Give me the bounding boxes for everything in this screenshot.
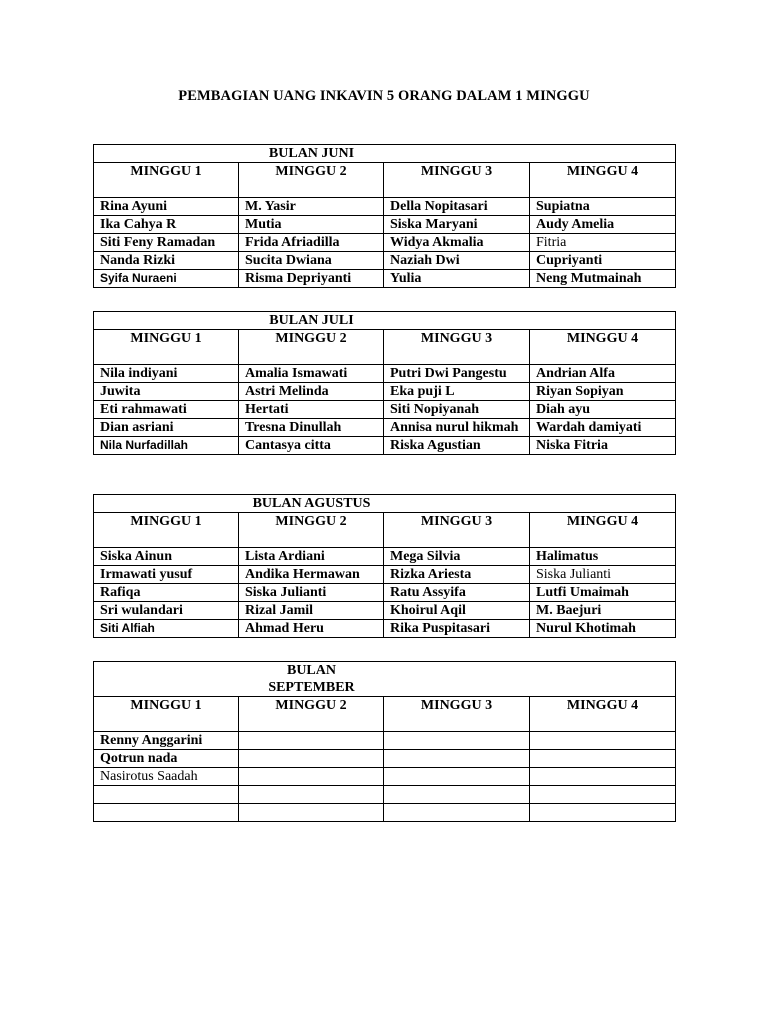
name-cell: Eka puji L bbox=[384, 383, 530, 401]
table-row bbox=[94, 437, 676, 455]
name-cell: Ahmad Heru bbox=[239, 620, 384, 638]
table-row bbox=[94, 584, 676, 602]
week-header: MINGGU 3 bbox=[384, 163, 530, 198]
table-row bbox=[94, 252, 676, 270]
week-header: MINGGU 3 bbox=[384, 697, 530, 732]
name-cell: Putri Dwi Pangestu bbox=[384, 365, 530, 383]
week-header: MINGGU 4 bbox=[530, 513, 676, 548]
name-cell: Khoirul Aqil bbox=[384, 602, 530, 620]
table-row bbox=[94, 383, 676, 401]
name-cell: Ratu Assyifa bbox=[384, 584, 530, 602]
name-cell: Mega Silvia bbox=[384, 548, 530, 566]
name-cell bbox=[530, 804, 676, 822]
name-cell bbox=[384, 732, 530, 750]
week-header-row bbox=[94, 513, 676, 548]
month-table-september bbox=[93, 661, 676, 822]
table-row bbox=[94, 750, 676, 768]
month-label: BULAN SEPTEMBER bbox=[268, 663, 355, 695]
month-table-agustus bbox=[93, 494, 676, 638]
month-table-juli bbox=[93, 311, 676, 455]
week-header: MINGGU 1 bbox=[94, 513, 239, 548]
week-header: MINGGU 3 bbox=[384, 330, 530, 365]
table-row bbox=[94, 234, 676, 252]
name-cell bbox=[239, 768, 384, 786]
name-cell bbox=[384, 786, 530, 804]
month-table-juni bbox=[93, 144, 676, 288]
name-cell: Risma Depriyanti bbox=[239, 270, 384, 288]
name-cell: Nila Nurfadillah bbox=[94, 437, 239, 455]
table-row bbox=[94, 566, 676, 584]
name-cell: Niska Fitria bbox=[530, 437, 676, 455]
name-cell: Halimatus bbox=[530, 548, 676, 566]
name-cell: Irmawati yusuf bbox=[94, 566, 239, 584]
name-cell bbox=[384, 768, 530, 786]
month-label: BULAN AGUSTUS bbox=[252, 496, 371, 511]
week-header-row bbox=[94, 330, 676, 365]
name-cell: Rina Ayuni bbox=[94, 198, 239, 216]
name-cell bbox=[530, 750, 676, 768]
name-cell bbox=[530, 786, 676, 804]
week-header: MINGGU 2 bbox=[239, 697, 384, 732]
name-cell bbox=[239, 786, 384, 804]
name-cell: Fitria bbox=[530, 234, 676, 252]
name-cell: Siska Julianti bbox=[239, 584, 384, 602]
name-cell: Lista Ardiani bbox=[239, 548, 384, 566]
table-row bbox=[94, 786, 676, 804]
name-cell: Wardah damiyati bbox=[530, 419, 676, 437]
name-cell: Renny Anggarini bbox=[94, 732, 239, 750]
month-header-row bbox=[94, 495, 676, 513]
week-header-row bbox=[94, 163, 676, 198]
name-cell: Syifa Nuraeni bbox=[94, 270, 239, 288]
name-cell bbox=[530, 768, 676, 786]
name-cell: Dian asriani bbox=[94, 419, 239, 437]
name-cell: Neng Mutmainah bbox=[530, 270, 676, 288]
month-header-cell bbox=[94, 662, 676, 697]
name-cell bbox=[239, 732, 384, 750]
name-cell: Hertati bbox=[239, 401, 384, 419]
name-cell: Supiatna bbox=[530, 198, 676, 216]
month-label: BULAN JUNI bbox=[268, 146, 355, 161]
name-cell: Yulia bbox=[384, 270, 530, 288]
week-header: MINGGU 1 bbox=[94, 697, 239, 732]
table-row bbox=[94, 768, 676, 786]
name-cell: Audy Amelia bbox=[530, 216, 676, 234]
table-row bbox=[94, 419, 676, 437]
name-cell: Eti rahmawati bbox=[94, 401, 239, 419]
name-cell: Nurul Khotimah bbox=[530, 620, 676, 638]
month-header-cell bbox=[94, 495, 676, 513]
name-cell: Rizka Ariesta bbox=[384, 566, 530, 584]
table-row bbox=[94, 602, 676, 620]
name-cell: Andrian Alfa bbox=[530, 365, 676, 383]
table-row bbox=[94, 548, 676, 566]
name-cell: Siska Ainun bbox=[94, 548, 239, 566]
name-cell: Tresna Dinullah bbox=[239, 419, 384, 437]
name-cell: Ika Cahya R bbox=[94, 216, 239, 234]
name-cell: Andika Hermawan bbox=[239, 566, 384, 584]
name-cell: Siska Julianti bbox=[530, 566, 676, 584]
week-header: MINGGU 2 bbox=[239, 513, 384, 548]
name-cell: Nila indiyani bbox=[94, 365, 239, 383]
table-row bbox=[94, 620, 676, 638]
name-cell: Siti Feny Ramadan bbox=[94, 234, 239, 252]
week-header-row bbox=[94, 697, 676, 732]
name-cell bbox=[530, 732, 676, 750]
name-cell bbox=[384, 804, 530, 822]
week-header: MINGGU 3 bbox=[384, 513, 530, 548]
name-cell bbox=[239, 750, 384, 768]
name-cell: Rizal Jamil bbox=[239, 602, 384, 620]
name-cell: Lutfi Umaimah bbox=[530, 584, 676, 602]
document-title: PEMBAGIAN UANG INKAVIN 5 ORANG DALAM 1 MINGGU bbox=[178, 88, 590, 104]
name-cell: Naziah Dwi bbox=[384, 252, 530, 270]
month-header-row bbox=[94, 145, 676, 163]
month-label: BULAN JULI bbox=[269, 313, 354, 328]
week-header: MINGGU 2 bbox=[239, 163, 384, 198]
table-row bbox=[94, 401, 676, 419]
name-cell: Astri Melinda bbox=[239, 383, 384, 401]
name-cell: Rika Puspitasari bbox=[384, 620, 530, 638]
table-row bbox=[94, 365, 676, 383]
name-cell: Riska Agustian bbox=[384, 437, 530, 455]
week-header: MINGGU 4 bbox=[530, 330, 676, 365]
name-cell: Frida Afriadilla bbox=[239, 234, 384, 252]
week-header: MINGGU 2 bbox=[239, 330, 384, 365]
name-cell: Riyan Sopiyan bbox=[530, 383, 676, 401]
table-row bbox=[94, 804, 676, 822]
table-row bbox=[94, 732, 676, 750]
name-cell: Della Nopitasari bbox=[384, 198, 530, 216]
week-header: MINGGU 4 bbox=[530, 697, 676, 732]
name-cell: M. Yasir bbox=[239, 198, 384, 216]
name-cell bbox=[94, 804, 239, 822]
name-cell: Qotrun nada bbox=[94, 750, 239, 768]
name-cell: M. Baejuri bbox=[530, 602, 676, 620]
month-header-cell bbox=[94, 145, 676, 163]
week-header: MINGGU 1 bbox=[94, 163, 239, 198]
table-row bbox=[94, 216, 676, 234]
name-cell bbox=[239, 804, 384, 822]
name-cell: Diah ayu bbox=[530, 401, 676, 419]
name-cell bbox=[94, 786, 239, 804]
name-cell: Siti Nopiyanah bbox=[384, 401, 530, 419]
month-header-cell bbox=[94, 312, 676, 330]
week-header: MINGGU 4 bbox=[530, 163, 676, 198]
name-cell: Nasirotus Saadah bbox=[94, 768, 239, 786]
name-cell: Rafiqa bbox=[94, 584, 239, 602]
week-header: MINGGU 1 bbox=[94, 330, 239, 365]
name-cell: Sucita Dwiana bbox=[239, 252, 384, 270]
table-row bbox=[94, 270, 676, 288]
name-cell: Cupriyanti bbox=[530, 252, 676, 270]
name-cell: Amalia Ismawati bbox=[239, 365, 384, 383]
name-cell: Sri wulandari bbox=[94, 602, 239, 620]
name-cell: Mutia bbox=[239, 216, 384, 234]
name-cell: Siti Alfiah bbox=[94, 620, 239, 638]
month-header-row bbox=[94, 662, 676, 697]
month-header-row bbox=[94, 312, 676, 330]
name-cell: Siska Maryani bbox=[384, 216, 530, 234]
name-cell: Juwita bbox=[94, 383, 239, 401]
table-row bbox=[94, 198, 676, 216]
name-cell: Annisa nurul hikmah bbox=[384, 419, 530, 437]
name-cell bbox=[384, 750, 530, 768]
name-cell: Widya Akmalia bbox=[384, 234, 530, 252]
name-cell: Cantasya citta bbox=[239, 437, 384, 455]
name-cell: Nanda Rizki bbox=[94, 252, 239, 270]
